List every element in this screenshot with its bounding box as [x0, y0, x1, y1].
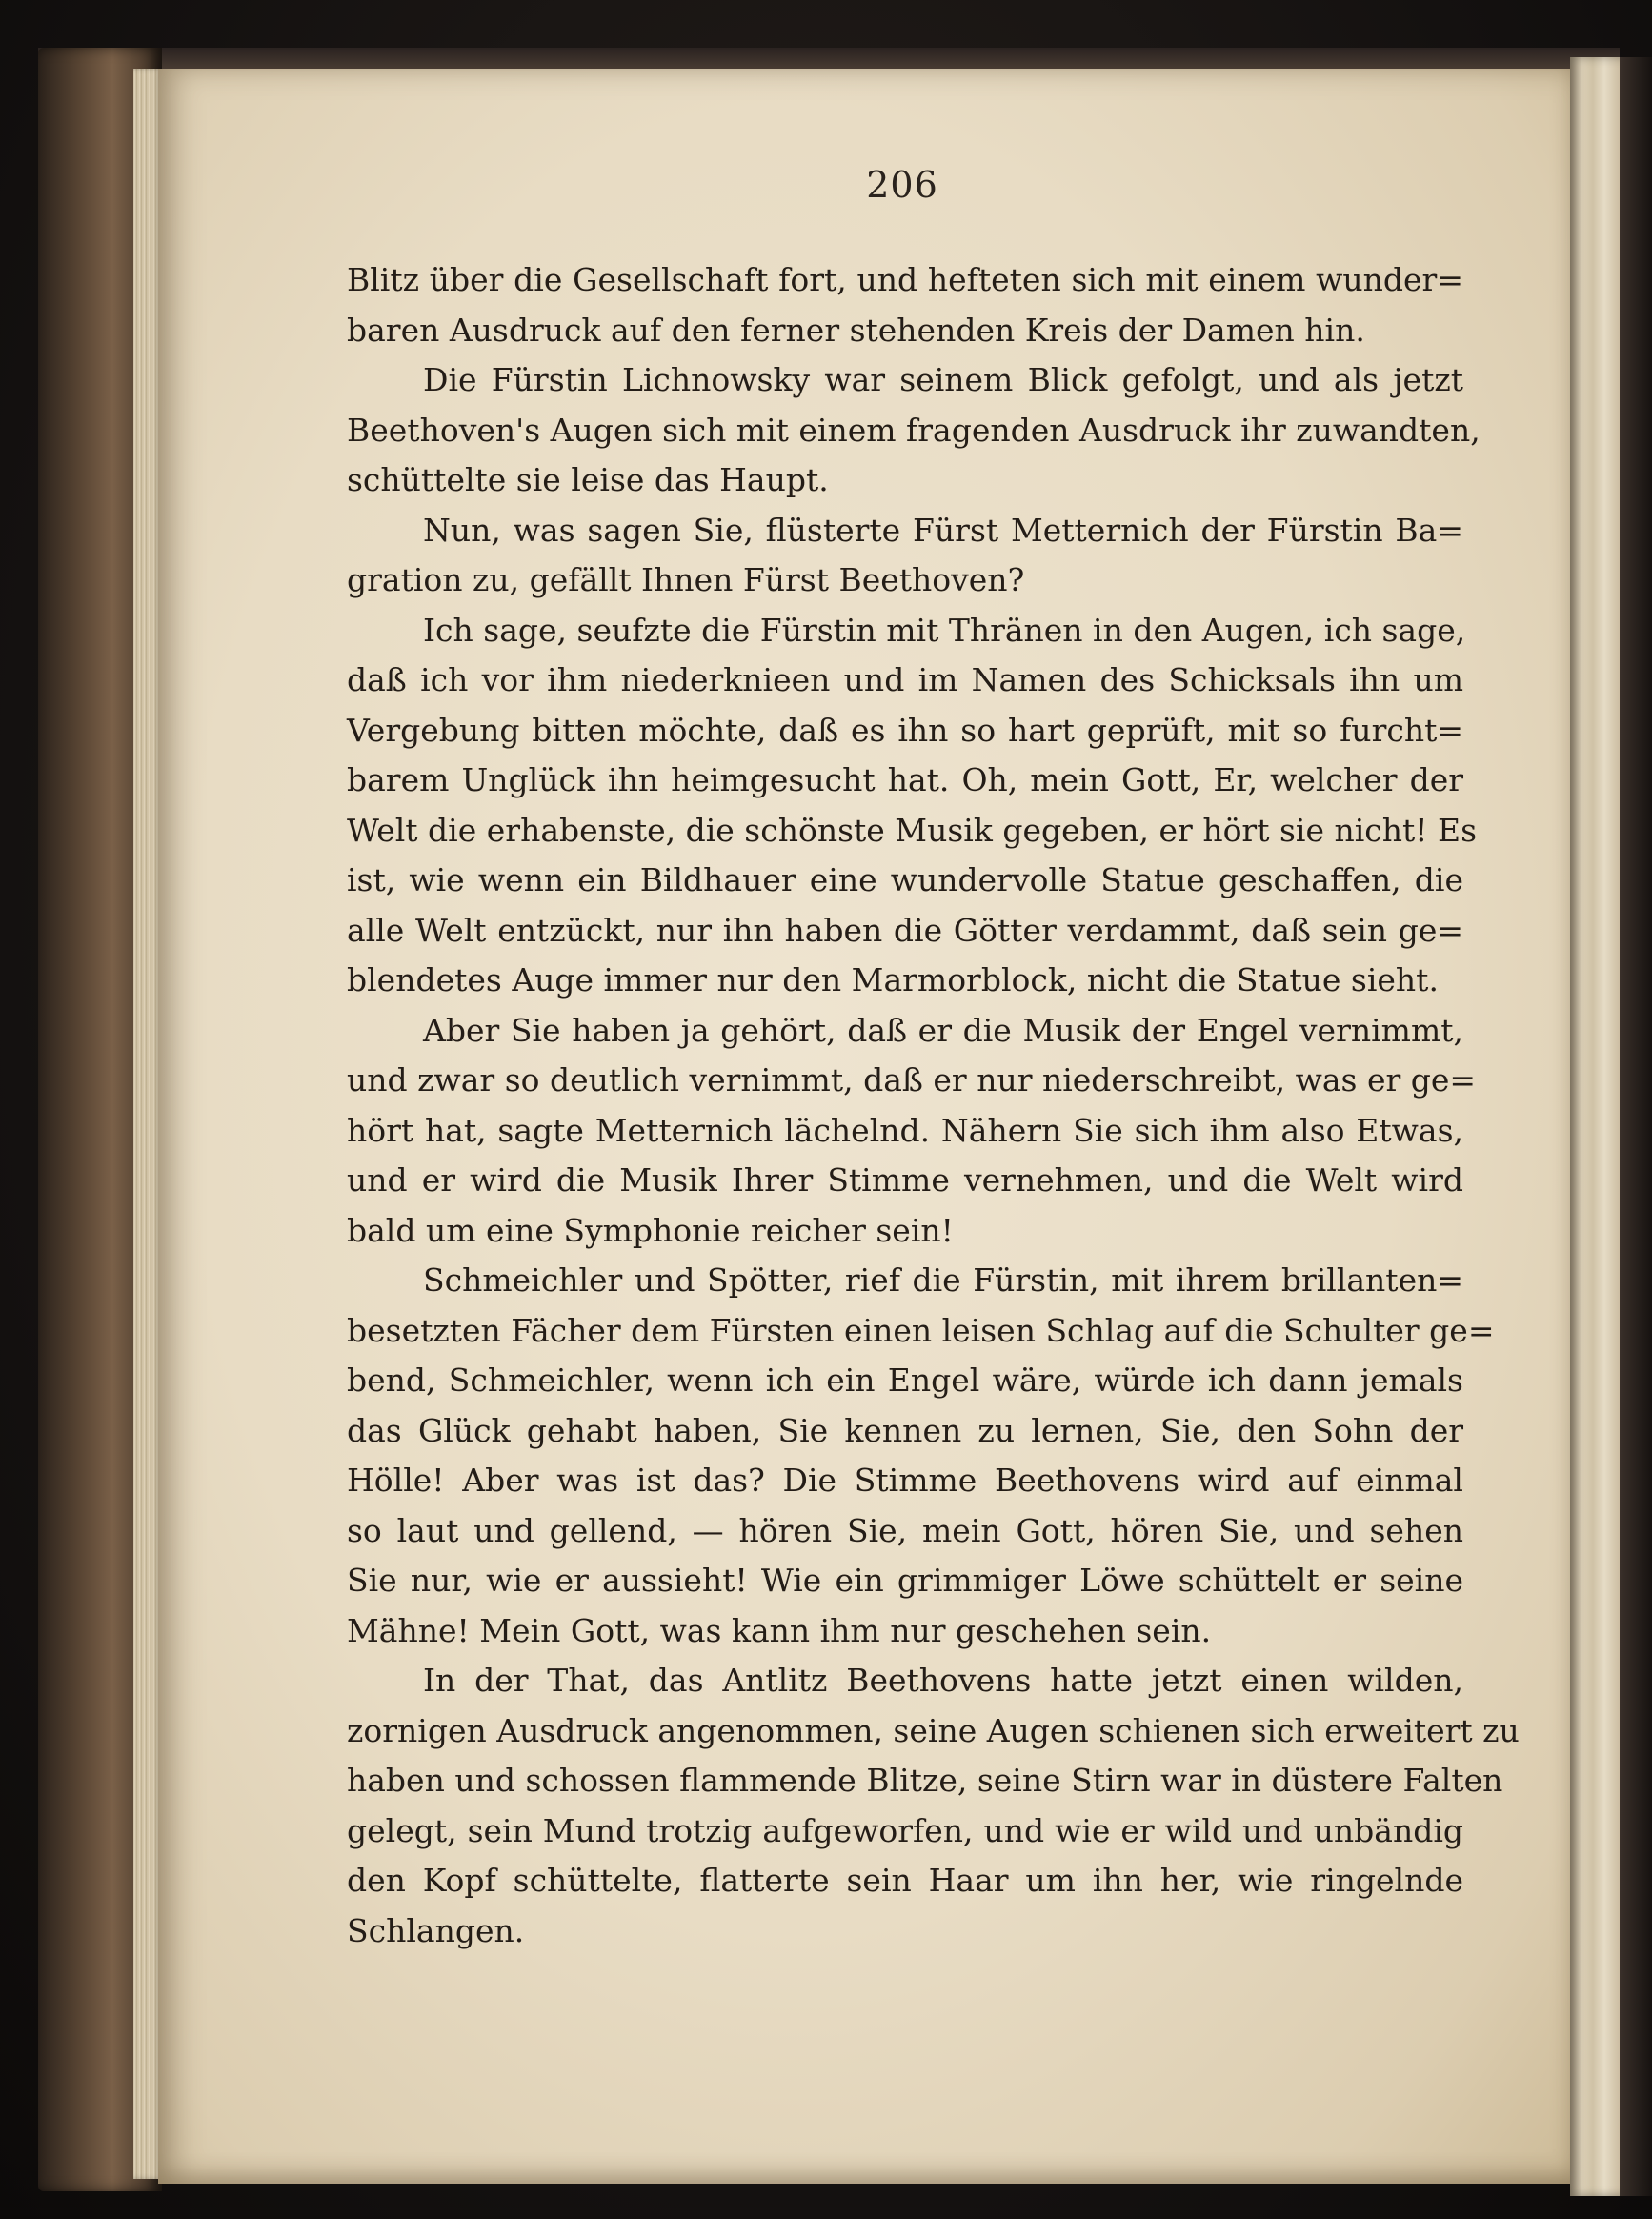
text-line: Vergebung bitten möchte, daß es ihn so hart geprüft, mit so furcht= [347, 711, 1463, 749]
text-line: blendetes Auge immer nur den Marmorblock, nicht die Statue sieht. [347, 961, 1439, 999]
text-line: so laut und gellend, — hören Sie, mein Gott, hören Sie, und sehen [347, 1511, 1463, 1549]
text-line: Die Fürstin Lichnowsky war seinem Blick gefolgt, und als jetzt [423, 361, 1463, 398]
text-line: In der That, das Antlitz Beethovens hatte jetzt einen wilden, [423, 1662, 1463, 1699]
text-line: Sie nur, wie er aussieht! Wie ein grimmiger Löwe schüttelt er seine [347, 1562, 1463, 1599]
text-line: Welt die erhabenste, die schönste Musik gegeben, er hört sie nicht! Es [347, 811, 1478, 849]
text-line: gration zu, gefällt Ihnen Fürst Beethoven? [347, 561, 1025, 598]
text-line: barem Unglück ihn heimgesucht hat. Oh, mein Gott, Er, welcher der [347, 761, 1463, 798]
page-stack-right [1570, 57, 1627, 2196]
text-line: den Kopf schüttelte, flatterte sein Haar um ihn her, wie ringelnde [347, 1862, 1463, 1899]
text-line: schüttelte sie leise das Haupt. [347, 461, 829, 498]
body-text [347, 255, 1520, 1956]
text-line: gelegt, sein Mund trotzig aufgeworfen, und wie er wild und unbändig [347, 1811, 1463, 1849]
text-line: und zwar so deutlich vernimmt, daß er nur niederschreibt, was er ge= [347, 1061, 1477, 1099]
text-line: besetzten Fächer dem Fürsten einen leisen Schlag auf die Schulter ge= [347, 1311, 1495, 1349]
text-line: Mähne! Mein Gott, was kann ihm nur geschehen sein. [347, 1611, 1212, 1649]
text-line: haben und schossen flammende Blitze, seine Stirn war in düstere Falten [347, 1762, 1503, 1799]
text-line: bend, Schmeichler, wenn ich ein Engel wäre, würde ich dann jemals [347, 1362, 1463, 1399]
text-line: ist, wie wenn ein Bildhauer eine wundervolle Statue geschaffen, die [347, 861, 1463, 898]
text-line: baren Ausdruck auf den ferner stehenden Kreis der Damen hin. [347, 311, 1365, 349]
text-line: Aber Sie haben ja gehört, daß er die Musik der Engel vernimmt, [423, 1011, 1463, 1049]
text-line: Blitz über die Gesellschaft fort, und hefteten sich mit einem wunder= [347, 261, 1463, 298]
text-line: Schlangen. [347, 1911, 525, 1949]
text-line: alle Welt entzückt, nur ihn haben die Götter verdammt, daß sein ge= [347, 911, 1463, 949]
text-line: Beethoven's Augen sich mit einem fragenden Ausdruck ihr zuwandten, [347, 411, 1481, 449]
text-line: Ich sage, seufzte die Fürstin mit Thränen in den Augen, ich sage, [423, 611, 1466, 649]
text-line: zornigen Ausdruck angenommen, seine Augen schienen sich erweitert zu [347, 1711, 1520, 1749]
text-line: hört hat, sagte Metternich lächelnd. Nähern Sie sich ihm also Etwas, [347, 1111, 1463, 1149]
text-line: Hölle! Aber was ist das? Die Stimme Beethovens wird auf einmal [347, 1462, 1463, 1499]
text-line: Schmeichler und Spötter, rief die Fürstin, mit ihrem brillanten= [423, 1261, 1463, 1299]
page-number: 206 [866, 164, 938, 206]
text-line: bald um eine Symphonie reicher sein! [347, 1211, 954, 1249]
text-line: Nun, was sagen Sie, flüsterte Fürst Metternich der Fürstin Ba= [423, 511, 1463, 549]
text-line: und er wird die Musik Ihrer Stimme vernehmen, und die Welt wird [347, 1161, 1463, 1199]
text-line: das Glück gehabt haben, Sie kennen zu lernen, Sie, den Sohn der [347, 1411, 1463, 1449]
book-shadow-right [1620, 57, 1652, 2196]
text-line: daß ich vor ihm niederknieen und im Namen des Schicksals ihn um [347, 661, 1463, 698]
